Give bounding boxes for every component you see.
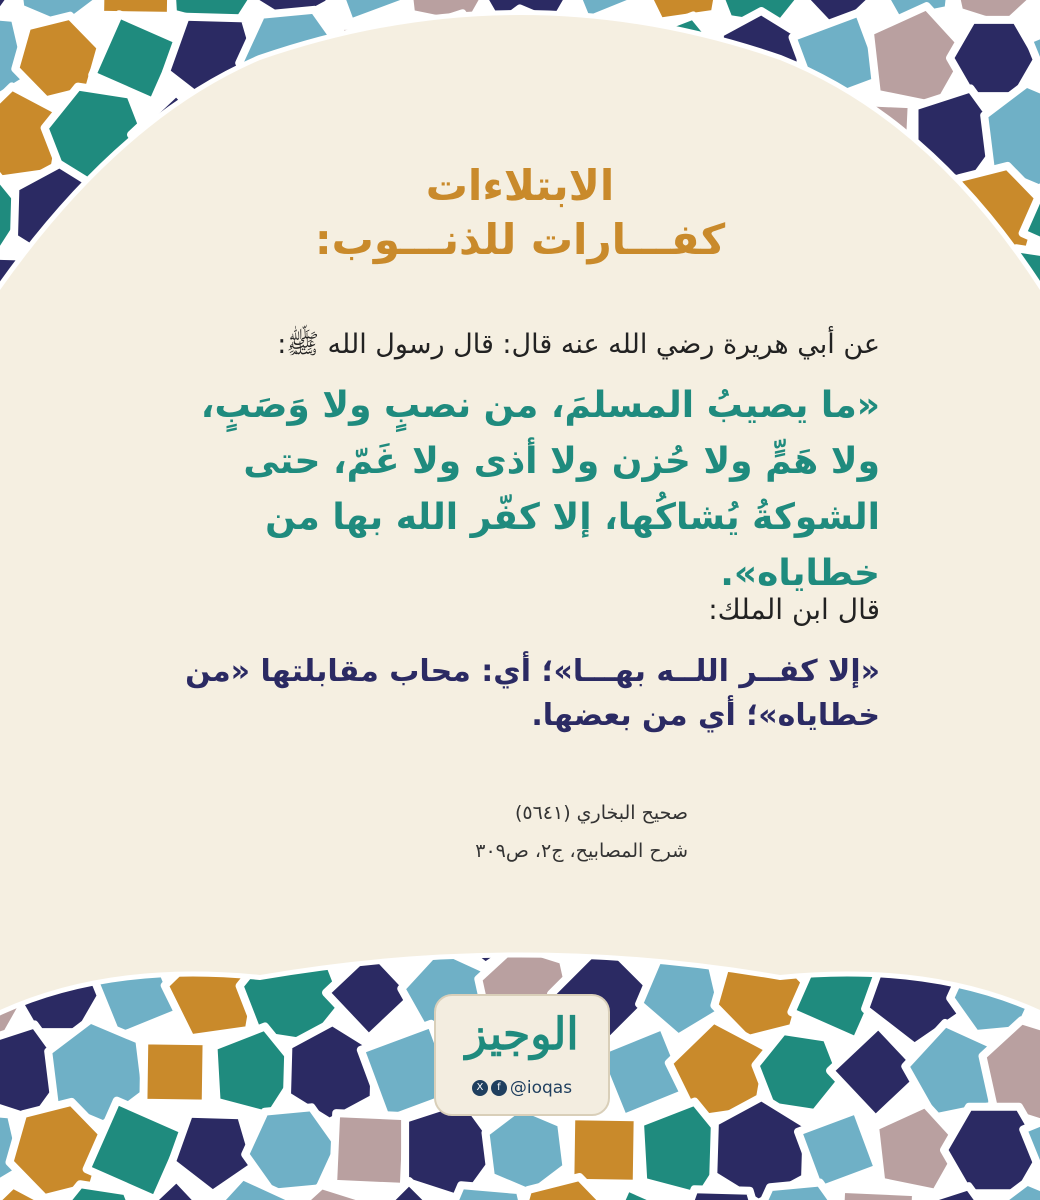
- scholar-attribution: قال ابن الملك:: [708, 593, 880, 626]
- logo-wordmark: الوجيز: [465, 1009, 579, 1060]
- commentary-text: «إلا كفــر اللــه بهـــا»؛ أي: محاب مقابلتها «من خطاياه»؛ أي من بعضها.: [185, 654, 880, 733]
- brand-logo: [434, 994, 610, 1116]
- title-line-2: كفـــارات للذنـــوب:: [314, 215, 726, 264]
- social-handle-row: [436, 1078, 608, 1098]
- x-icon: X: [472, 1080, 488, 1096]
- social-handle: @ioqas: [509, 1078, 573, 1098]
- source-citation-2: شرح المصابيح، ج٢، ص٣٠٩: [475, 840, 688, 862]
- facebook-icon: f: [491, 1080, 507, 1096]
- title-line-1: الابتلاءات: [425, 161, 615, 210]
- hadith-text: «ما يصيبُ المسلمَ، من نصبٍ ولا وَصَبٍ، ولا هَمٍّ ولا حُزن ولا أذى ولا غَمّ، حتى الشوكةُ يُشاكُها، إلا كفّر الله بها من خطاياه».: [200, 385, 880, 594]
- hadith-narrator: عن أبي هريرة رضي الله عنه قال: قال رسول الله ﷺ:: [277, 329, 880, 360]
- source-citation-1: صحيح البخاري (٥٦٤١): [514, 802, 688, 824]
